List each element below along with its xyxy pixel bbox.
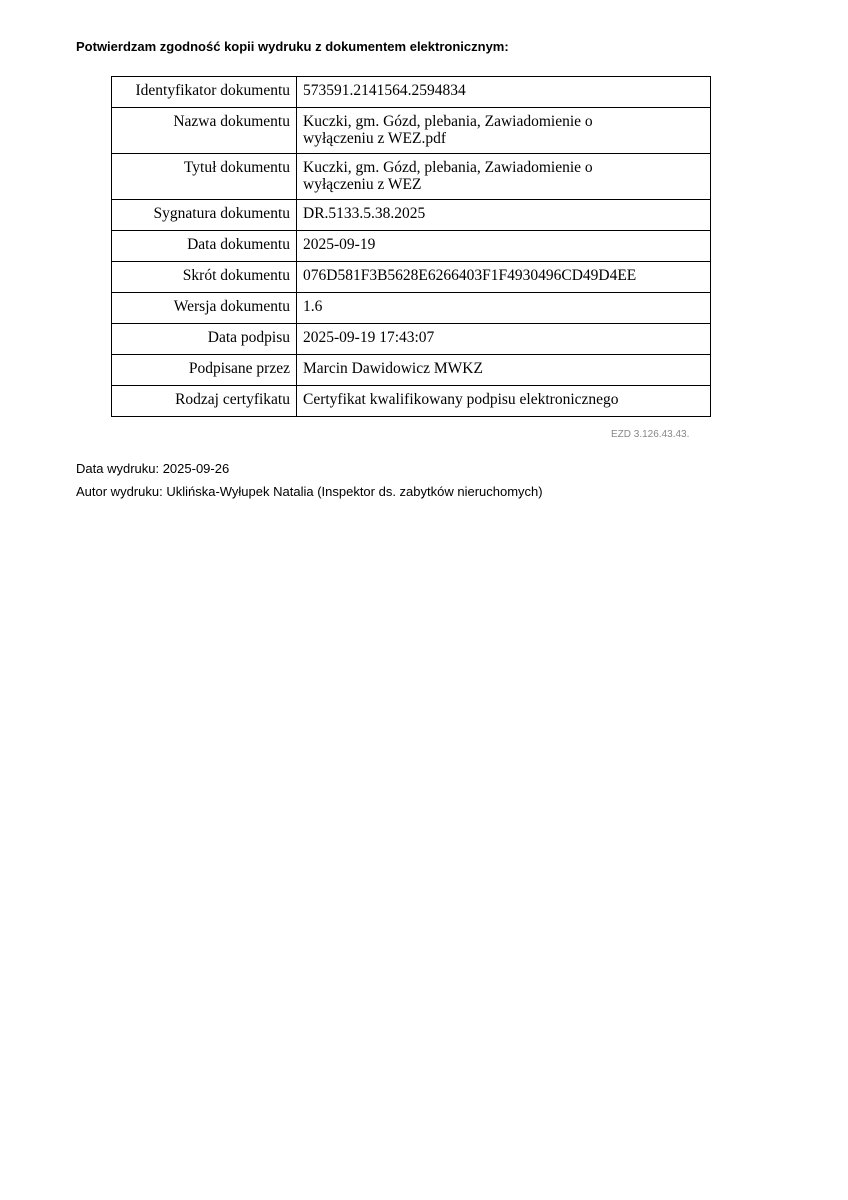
table-row	[112, 324, 711, 355]
table-row	[112, 355, 711, 386]
document-title-line-2: wyłączeniu z WEZ	[303, 176, 422, 193]
table-row	[112, 200, 711, 231]
row-label-signature: Sygnatura dokumentu	[112, 200, 297, 231]
document-name-line-2: wyłączeniu z WEZ.pdf	[303, 130, 447, 147]
row-label-document-hash: Skrót dokumentu	[112, 262, 297, 293]
table-row	[112, 108, 711, 154]
row-value-document-id: 573591.2141564.2594834	[297, 77, 711, 108]
table-row	[112, 77, 711, 108]
row-label-document-title: Tytuł dokumentu	[112, 154, 297, 200]
document-name-line-1: Kuczki, gm. Gózd, plebania, Zawiadomienie o	[303, 113, 593, 130]
confirmation-heading: Potwierdzam zgodność kopii wydruku z dokumentem elektronicznym:	[76, 39, 509, 54]
row-label-signed-by: Podpisane przez	[112, 355, 297, 386]
table-row	[112, 231, 711, 262]
row-label-document-id: Identyfikator dokumentu	[112, 77, 297, 108]
document-title-line-1: Kuczki, gm. Gózd, plebania, Zawiadomienie o	[303, 159, 593, 176]
row-value-document-hash: 076D581F3B5628E6266403F1F4930496CD49D4EE	[297, 262, 711, 293]
print-date: Data wydruku: 2025-09-26	[76, 461, 230, 476]
table-row	[112, 262, 711, 293]
row-value-document-name	[297, 108, 711, 154]
print-author: Autor wydruku: Uklińska-Wyłupek Natalia (Inspektor ds. zabytków nieruchomych)	[76, 484, 543, 499]
row-value-document-title	[297, 154, 711, 200]
table-row	[112, 154, 711, 200]
row-value-document-version: 1.6	[297, 293, 711, 324]
row-label-certificate-type: Rodzaj certyfikatu	[112, 386, 297, 417]
row-label-document-date: Data dokumentu	[112, 231, 297, 262]
row-value-signing-date: 2025-09-19 17:43:07	[297, 324, 711, 355]
row-value-document-date: 2025-09-19	[297, 231, 711, 262]
document-metadata-table	[111, 76, 711, 417]
row-value-signed-by: Marcin Dawidowicz MWKZ	[297, 355, 711, 386]
row-value-certificate-type: Certyfikat kwalifikowany podpisu elektronicznego	[297, 386, 711, 417]
row-label-document-version: Wersja dokumentu	[112, 293, 297, 324]
table-row	[112, 293, 711, 324]
system-version-label: EZD 3.126.43.43.	[611, 429, 690, 440]
row-label-document-name: Nazwa dokumentu	[112, 108, 297, 154]
table-row	[112, 386, 711, 417]
row-label-signing-date: Data podpisu	[112, 324, 297, 355]
row-value-signature: DR.5133.5.38.2025	[297, 200, 711, 231]
